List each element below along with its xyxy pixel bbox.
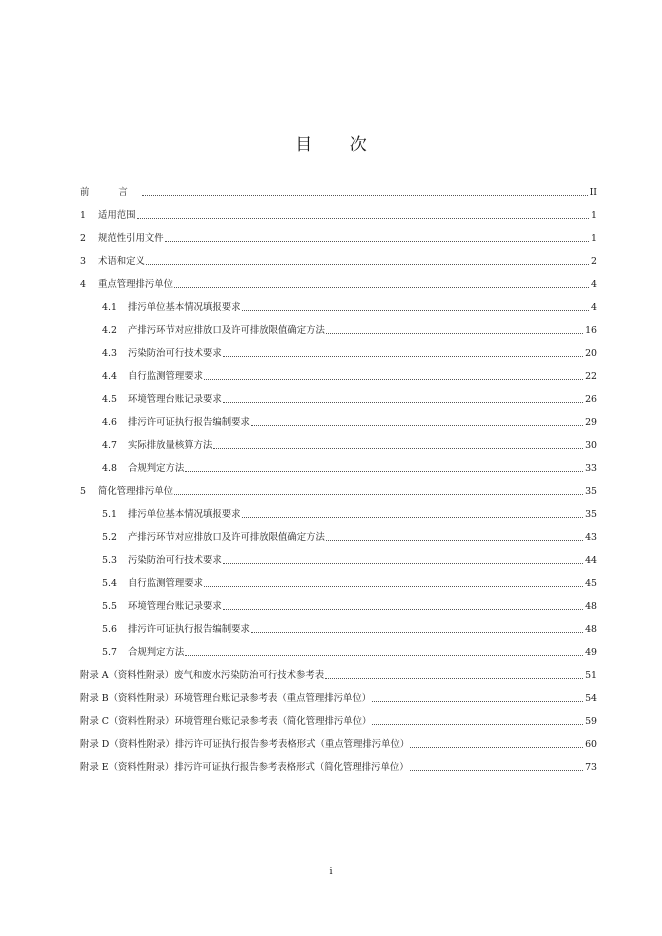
toc-leader-dots: [251, 631, 583, 633]
toc-entry-page: 48: [585, 601, 597, 612]
toc-entry-number: 5.1: [102, 509, 117, 520]
toc-entry[interactable]: [80, 682, 597, 705]
toc-entry[interactable]: [102, 429, 597, 452]
toc-leader-dots: [326, 332, 583, 334]
toc-leader-dots: [204, 378, 583, 380]
toc-leader-dots: [185, 654, 583, 656]
toc-entry[interactable]: [102, 360, 597, 383]
toc-entry[interactable]: [102, 337, 597, 360]
toc-leader-dots: [326, 539, 583, 541]
toc-entry-title: 适用范围: [98, 210, 136, 221]
toc-entry[interactable]: [102, 498, 597, 521]
toc-entry-number: 4.2: [102, 325, 117, 336]
toc-entry-page: II: [589, 187, 597, 198]
toc-leader-dots: [223, 562, 583, 564]
toc-entry-page: 16: [585, 325, 597, 336]
toc-entry-page: 73: [585, 762, 597, 773]
toc-entry[interactable]: [80, 705, 597, 728]
toc-entry[interactable]: [80, 659, 597, 682]
toc-leader-dots: [410, 769, 583, 771]
toc-leader-dots: [137, 217, 589, 219]
toc-entry-page: 48: [585, 624, 597, 635]
toc-entry-page: 35: [585, 486, 597, 497]
toc-leader-dots: [165, 240, 589, 242]
toc-entry-title: 自行监测管理要求: [128, 371, 204, 382]
toc-entry[interactable]: [80, 475, 597, 498]
toc-entry-page: 35: [585, 509, 597, 520]
toc-entry[interactable]: [80, 245, 597, 268]
toc-entry-title: 污染防治可行技术要求: [128, 555, 222, 566]
toc-entry-number: 5.5: [102, 601, 117, 612]
toc-leader-dots: [142, 194, 588, 196]
toc-entry-title: 自行监测管理要求: [128, 578, 204, 589]
table-of-contents: [0, 176, 662, 774]
page-title: 目 次: [295, 135, 383, 155]
toc-entry[interactable]: [80, 176, 597, 199]
toc-entry-number: 3: [80, 256, 86, 267]
toc-entry-title: 环境管理台账记录要求: [128, 601, 222, 612]
toc-entry-page: 20: [585, 348, 597, 359]
toc-leader-dots: [223, 355, 583, 357]
toc-entry-page: 4: [591, 279, 597, 290]
toc-entry[interactable]: [102, 452, 597, 475]
toc-entry-number: 5.6: [102, 624, 117, 635]
toc-entry-title: 排污许可证执行报告编制要求: [128, 624, 250, 635]
toc-entry-title: 环境管理台账记录要求: [128, 394, 222, 405]
toc-entry[interactable]: [102, 567, 597, 590]
toc-entry-number: 4.5: [102, 394, 117, 405]
toc-entry-title: 排污单位基本情况填报要求: [128, 302, 241, 313]
footer-page-number: i: [329, 866, 333, 877]
toc-entry[interactable]: [80, 728, 597, 751]
toc-entry-number: 5.3: [102, 555, 117, 566]
toc-entry[interactable]: [102, 521, 597, 544]
toc-entry[interactable]: [80, 199, 597, 222]
toc-entry-number: 5.4: [102, 578, 117, 589]
toc-leader-dots: [146, 263, 589, 265]
toc-entry-title: 附录 C（资料性附录）环境管理台账记录参考表（简化管理排污单位）: [80, 716, 372, 727]
toc-entry[interactable]: [102, 383, 597, 406]
toc-entry-page: 26: [585, 394, 597, 405]
toc-entry-number: 4.4: [102, 371, 117, 382]
toc-entry-page: 51: [585, 670, 597, 681]
toc-leader-dots: [223, 608, 583, 610]
toc-entry[interactable]: [102, 636, 597, 659]
toc-entry-title: 附录 A（资料性附录）废气和废水污染防治可行技术参考表: [80, 670, 325, 681]
toc-entry[interactable]: [80, 268, 597, 291]
toc-entry-title: 术语和定义: [98, 256, 145, 267]
toc-entry[interactable]: [102, 613, 597, 636]
toc-entry-number: 4.6: [102, 417, 117, 428]
toc-entry-page: 49: [585, 647, 597, 658]
toc-entry-page: 1: [591, 210, 597, 221]
toc-entry-title: 附录 D（资料性附录）排污许可证执行报告参考表格形式（重点管理排污单位）: [80, 739, 410, 750]
toc-entry-title: 实际排放量核算方法: [128, 440, 213, 451]
toc-entry[interactable]: [102, 406, 597, 429]
toc-entry-title: 前 言: [80, 187, 141, 198]
toc-entry-title: 规范性引用文件: [98, 233, 164, 244]
toc-leader-dots: [242, 309, 589, 311]
toc-entry-title: 排污单位基本情况填报要求: [128, 509, 241, 520]
toc-leader-dots: [174, 286, 589, 288]
toc-entry[interactable]: [80, 751, 597, 774]
toc-entry-title: 排污许可证执行报告编制要求: [128, 417, 250, 428]
toc-entry-number: 1: [80, 210, 86, 221]
toc-entry-title: 合规判定方法: [128, 647, 185, 658]
toc-entry-page: 29: [585, 417, 597, 428]
toc-entry-title: 附录 B（资料性附录）环境管理台账记录参考表（重点管理排污单位）: [80, 693, 372, 704]
toc-entry-title: 合规判定方法: [128, 463, 185, 474]
toc-entry-page: 22: [585, 371, 597, 382]
toc-entry-page: 54: [585, 693, 597, 704]
toc-entry-page: 30: [585, 440, 597, 451]
toc-leader-dots: [251, 424, 583, 426]
toc-entry-number: 5.2: [102, 532, 117, 543]
toc-entry-number: 2: [80, 233, 86, 244]
toc-entry-title: 简化管理排污单位: [98, 486, 174, 497]
toc-leader-dots: [174, 493, 583, 495]
toc-entry[interactable]: [102, 314, 597, 337]
toc-entry-page: 60: [585, 739, 597, 750]
toc-entry-page: 4: [591, 302, 597, 313]
toc-entry-number: 5: [80, 486, 86, 497]
toc-entry-page: 33: [585, 463, 597, 474]
toc-leader-dots: [185, 470, 583, 472]
toc-entry-title: 污染防治可行技术要求: [128, 348, 222, 359]
toc-entry[interactable]: [80, 222, 597, 245]
toc-leader-dots: [242, 516, 584, 518]
toc-entry-number: 4.8: [102, 463, 117, 474]
toc-entry-title: 重点管理排污单位: [98, 279, 174, 290]
toc-leader-dots: [213, 447, 583, 449]
toc-entry-page: 43: [585, 532, 597, 543]
toc-entry-title: 产排污环节对应排放口及许可排放限值确定方法: [128, 325, 325, 336]
toc-entry-page: 2: [591, 256, 597, 267]
toc-entry-page: 59: [585, 716, 597, 727]
toc-entry-number: 4.1: [102, 302, 117, 313]
toc-leader-dots: [325, 677, 583, 679]
toc-leader-dots: [372, 723, 583, 725]
toc-entry-title: 附录 E（资料性附录）排污许可证执行报告参考表格形式（简化管理排污单位）: [80, 762, 409, 773]
toc-entry-number: 5.7: [102, 647, 117, 658]
toc-leader-dots: [204, 585, 583, 587]
toc-entry-page: 45: [585, 578, 597, 589]
toc-entry-page: 44: [585, 555, 597, 566]
toc-entry-number: 4: [80, 279, 86, 290]
toc-leader-dots: [410, 746, 583, 748]
toc-entry-page: 1: [591, 233, 597, 244]
toc-leader-dots: [223, 401, 583, 403]
toc-leader-dots: [372, 700, 583, 702]
toc-entry[interactable]: [102, 544, 597, 567]
toc-entry[interactable]: [102, 291, 597, 314]
toc-entry[interactable]: [102, 590, 597, 613]
toc-entry-title: 产排污环节对应排放口及许可排放限值确定方法: [128, 532, 325, 543]
toc-entry-number: 4.3: [102, 348, 117, 359]
toc-entry-number: 4.7: [102, 440, 117, 451]
